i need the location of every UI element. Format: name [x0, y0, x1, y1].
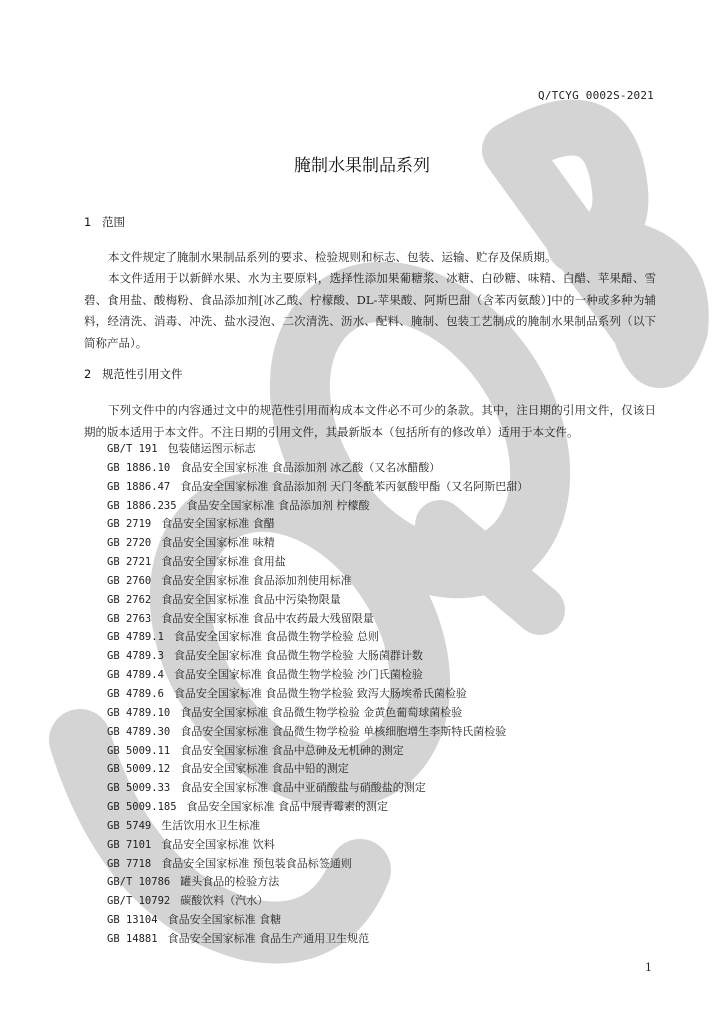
reference-item	[107, 704, 528, 723]
reference-code: GB 14881	[107, 932, 158, 945]
reference-title: 生活饮用水卫生标准	[161, 818, 261, 832]
reference-title: 罐头食品的检验方法	[180, 875, 280, 889]
reference-title: 食品安全国家标准 食品微生物学检验 大肠菌群计数	[173, 649, 423, 663]
reference-title: 食品安全国家标准 食糖	[167, 913, 282, 927]
reference-item	[107, 855, 528, 874]
reference-item	[107, 760, 528, 779]
reference-code: GB/T 10792	[107, 895, 171, 908]
reference-item	[107, 836, 528, 855]
reference-code: GB/T 191	[107, 443, 158, 455]
reference-title: 碳酸饮料（汽水）	[180, 894, 269, 908]
reference-title: 食品安全国家标准 食品中铅的测定	[180, 762, 349, 776]
section-heading-2	[84, 366, 183, 382]
reference-list	[107, 440, 528, 949]
reference-title: 食品安全国家标准 食品中展青霉素的测定	[186, 800, 389, 814]
reference-code: GB 5009.185	[107, 801, 177, 814]
reference-item	[107, 497, 528, 516]
reference-title: 食品安全国家标准 预包装食品标签通则	[161, 856, 352, 870]
reference-code: GB 2721	[107, 556, 152, 569]
reference-item	[107, 610, 528, 629]
reference-item	[107, 798, 528, 817]
section-title: 范围	[102, 215, 125, 229]
reference-code: GB 2719	[107, 518, 152, 531]
reference-code: GB 2762	[107, 593, 152, 606]
reference-code: GB 7718	[107, 857, 152, 870]
section-title: 规范性引用文件	[102, 367, 183, 381]
reference-item	[107, 930, 528, 949]
reference-code: GB 7101	[107, 838, 152, 851]
reference-title: 包装储运图示标志	[167, 442, 256, 455]
page-title: 腌制水果制品系列	[294, 156, 430, 176]
reference-item	[107, 779, 528, 798]
reference-item	[107, 817, 528, 836]
reference-item	[107, 591, 528, 610]
reference-item	[107, 911, 528, 930]
reference-title: 食品安全国家标准 食品中农药最大残留限量	[161, 611, 374, 625]
reference-code: GB 2720	[107, 537, 152, 550]
reference-code: GB 1886.10	[107, 461, 171, 474]
reference-item	[107, 515, 528, 534]
reference-code: GB 4789.1	[107, 631, 164, 644]
reference-item	[107, 723, 528, 742]
reference-title: 食品安全国家标准 食品微生物学检验 致泻大肠埃希氏菌检验	[173, 686, 467, 700]
reference-code: GB 4789.10	[107, 706, 171, 719]
paragraph-scope-1: 本文件规定了腌制水果制品系列的要求、检验规则和标志、包装、运输、贮存及保质期。	[108, 250, 557, 264]
reference-title: 食品安全国家标准 食品中亚硝酸盐与硝酸盐的测定	[180, 781, 426, 795]
reference-code: GB 4789.4	[107, 669, 164, 682]
reference-code: GB 5749	[107, 819, 152, 832]
reference-code: GB 5009.12	[107, 763, 171, 776]
reference-title: 食品安全国家标准 食品微生物学检验 沙门氏菌检验	[173, 668, 423, 682]
reference-item	[107, 628, 528, 647]
reference-title: 食品安全国家标准 食品添加剂 柠檬酸	[186, 498, 370, 512]
paragraph-references-intro: 下列文件中的内容通过文中的规范性引用而构成本文件必不可少的条款。其中，注日期的引用文件，仅该日期的版本适用于本文件。不注日期的引用文件，其最新版本（包括所有的修改单）适用于本文件。	[84, 403, 656, 439]
reference-title: 食品安全国家标准 食品微生物学检验 单核细胞增生李斯特氏菌检验	[180, 724, 507, 738]
reference-code: GB 5009.33	[107, 782, 171, 795]
document-code: Q/TCYG 0002S-2021	[538, 89, 654, 102]
reference-code: GB 1886.235	[107, 499, 177, 512]
reference-code: GB 4789.3	[107, 650, 164, 663]
section-number: 2	[84, 367, 92, 381]
reference-item	[107, 685, 528, 704]
reference-title: 食品安全国家标准 食品微生物学检验 金黄色葡萄球菌检验	[180, 705, 463, 719]
reference-item	[107, 572, 528, 591]
reference-title: 食品安全国家标准 食品生产通用卫生规范	[167, 931, 370, 945]
reference-item	[107, 892, 528, 911]
reference-code: GB 13104	[107, 914, 158, 927]
section-number: 1	[84, 215, 92, 229]
page-number: 1	[645, 961, 652, 974]
reference-title: 食品安全国家标准 食品添加剂 天门冬酰苯丙氨酸甲酯（又名阿斯巴甜）	[180, 479, 529, 493]
reference-title: 食品安全国家标准 食品中总砷及无机砷的测定	[180, 743, 404, 757]
reference-item	[107, 647, 528, 666]
reference-item	[107, 459, 528, 478]
reference-title: 食品安全国家标准 食品添加剂 冰乙酸（又名冰醋酸）	[180, 460, 441, 474]
reference-code: GB 2763	[107, 612, 152, 625]
reference-code: GB 2760	[107, 574, 152, 587]
reference-code: GB 4789.6	[107, 687, 164, 700]
reference-title: 食品安全国家标准 食品微生物学检验 总则	[173, 630, 379, 644]
paragraph-scope-2: 本文件适用于以新鲜水果、水为主要原料，选择性添加果葡糖浆、冰糖、白砂糖、味精、白醋、苹果醋、雪碧、食用盐、酸梅粉、食品添加剂[冰乙酸、柠檬酸、DL-苹果酸、阿斯巴甜（含苯丙氨酸）]中的一种或多种为辅料，经清洗、消毒、冲洗、盐水浸泡、二次清洗、沥水、配料、腌制、包装工艺制成的腌制水果制品系列（以下简称产品）。	[84, 271, 656, 350]
reference-item	[107, 534, 528, 553]
reference-item	[107, 873, 528, 892]
reference-item	[107, 553, 528, 572]
reference-code: GB 1886.47	[107, 480, 171, 493]
reference-title: 食品安全国家标准 饮料	[161, 837, 275, 851]
reference-code: GB 4789.30	[107, 725, 171, 738]
reference-title: 食品安全国家标准 食醋	[161, 517, 275, 531]
reference-code: GB/T 10786	[107, 876, 171, 889]
reference-item	[107, 742, 528, 761]
reference-title: 食品安全国家标准 食用盐	[161, 555, 286, 569]
reference-item	[107, 666, 528, 685]
reference-code: GB 5009.11	[107, 744, 171, 757]
reference-item	[107, 440, 528, 459]
section-heading-1	[84, 214, 125, 230]
reference-title: 食品安全国家标准 味精	[161, 536, 275, 550]
reference-item	[107, 478, 528, 497]
reference-title: 食品安全国家标准 食品添加剂使用标准	[161, 573, 352, 587]
reference-title: 食品安全国家标准 食品中污染物限量	[161, 592, 341, 606]
